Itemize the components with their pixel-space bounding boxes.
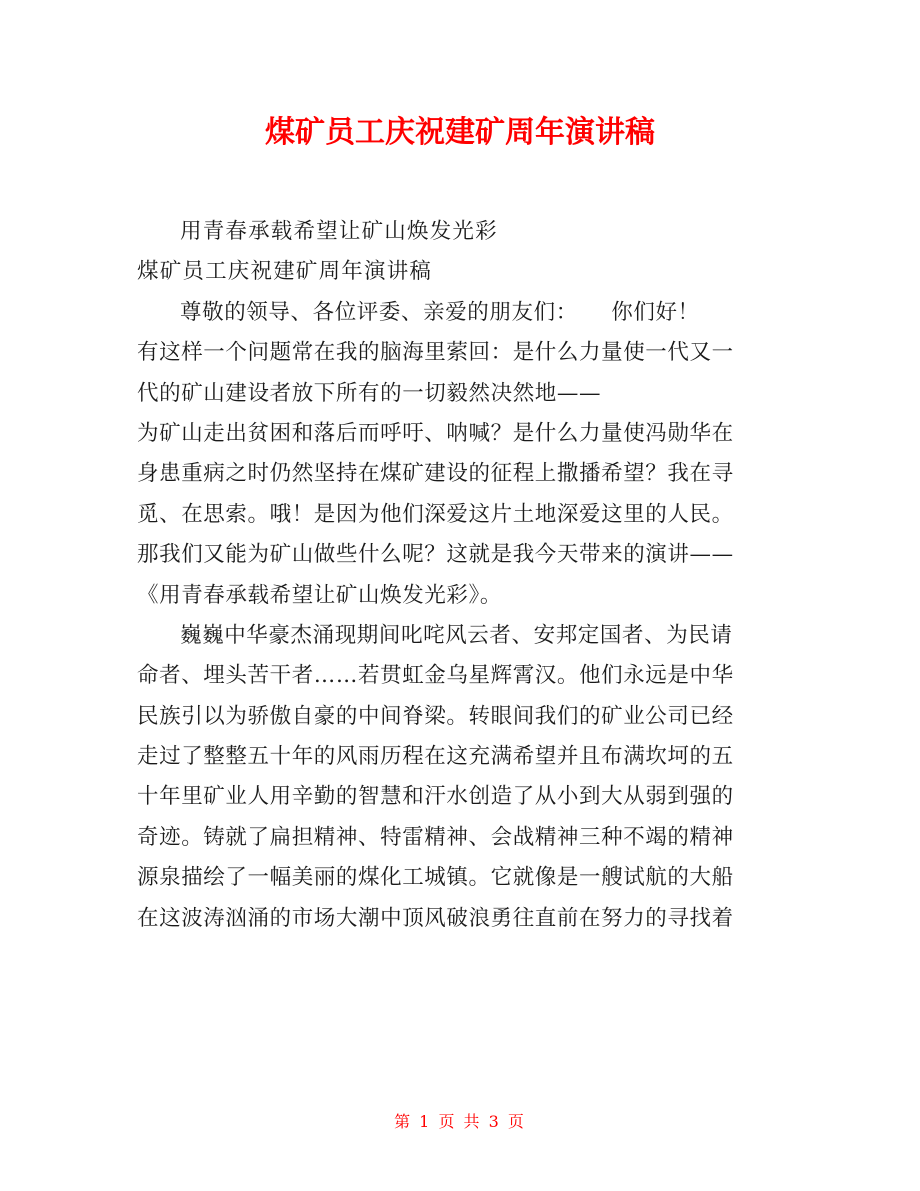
subtitle-line: 用青春承载希望让矿山焕发光彩: [180, 219, 498, 244]
paragraph-line: 觅、在思索。哦！是因为他们深爱这片土地深爱这里的人民。: [137, 501, 734, 527]
paragraph-line: 身患重病之时仍然坚持在煤矿建设的征程上撒播希望？我在寻: [137, 461, 734, 487]
paragraph-line: 命者、埋头苦干者……若贯虹金乌星辉霄汉。他们永远是中华: [137, 663, 734, 689]
document-title: 煤矿员工庆祝建矿周年演讲稿: [265, 115, 655, 150]
document-body: [137, 212, 785, 939]
paragraph-line: 奇迹。铸就了扁担精神、特雷精神、会战精神三种不竭的精神: [137, 824, 734, 850]
paragraph-line: 《用青春承载希望让矿山焕发光彩》。: [137, 582, 502, 608]
paragraph-line: 巍巍中华豪杰涌现期间叱咤风云者、安邦定国者、为民请: [180, 622, 733, 648]
paragraph-line: 走过了整整五十年的风雨历程在这充满希望并且布满坎坷的五: [137, 744, 734, 770]
paragraph-line: 在这波涛汹涌的市场大潮中顶风破浪勇往直前在努力的寻找着: [137, 905, 734, 931]
paragraph-line: 代的矿山建设者放下所有的一切毅然决然地——: [137, 380, 602, 406]
paragraph-line: 民族引以为骄傲自豪的中间脊梁。转眼间我们的矿业公司已经: [137, 703, 734, 729]
paragraph-line: 那我们又能为矿山做些什么呢？这就是我今天带来的演讲——: [137, 542, 734, 568]
greeting-line: 尊敬的领导、各位评委、亲爱的朋友们： 你们好！: [180, 299, 700, 325]
paragraph-line: 源泉描绘了一幅美丽的煤化工城镇。它就像是一艘试航的大船: [137, 865, 734, 891]
paragraph-line: 有这样一个问题常在我的脑海里萦回：是什么力量使一代又一: [137, 340, 734, 366]
page-number-footer: 第 1 页 共 3 页: [394, 1112, 526, 1131]
subtitle-line: 煤矿员工庆祝建矿周年演讲稿: [137, 259, 433, 285]
paragraph-line: 为矿山走出贫困和落后而呼吁、呐喊？是什么力量使冯勋华在: [137, 420, 734, 446]
paragraph-line: 十年里矿业人用辛勤的智慧和汗水创造了从小到大从弱到强的: [137, 784, 734, 810]
